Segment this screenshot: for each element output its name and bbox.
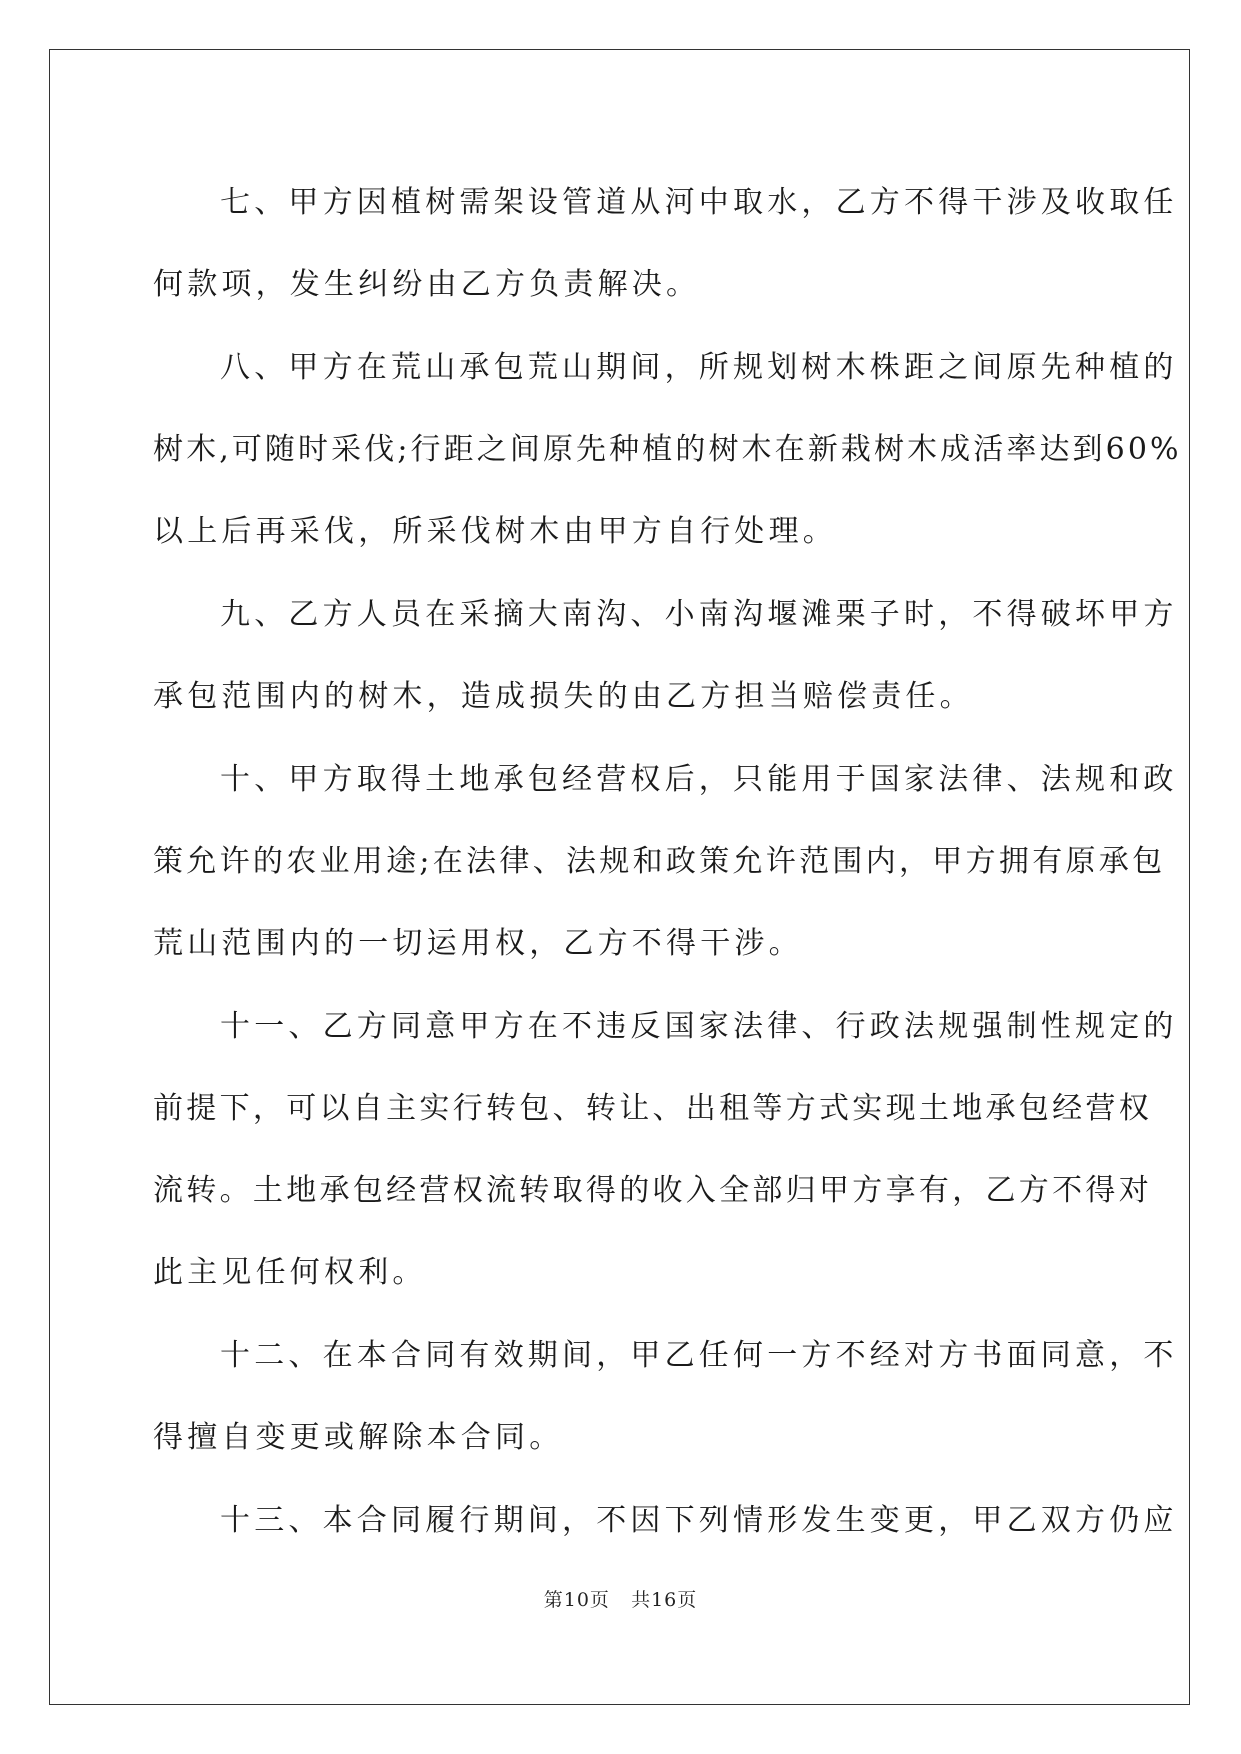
paragraph-12 (153, 1315, 1178, 1479)
paragraph-line: 此主见任何权利。 (153, 1255, 427, 1290)
paragraph-line: 七、甲方因植树需架设管道从河中取水，乙方不得干涉及收取任 (220, 185, 1178, 220)
page-footer (0, 1585, 1241, 1612)
page-total: 共16页 (631, 1589, 698, 1611)
paragraph-line: 前提下，可以自主实行转包、转让、出租等方式实现土地承包经营权 (153, 1091, 1152, 1126)
paragraph-line: 承包范围内的树木，造成损失的由乙方担当赔偿责任。 (153, 679, 974, 714)
document-body (153, 162, 1182, 1563)
paragraph-13 (153, 1480, 1178, 1562)
paragraph-line: 九、乙方人员在采摘大南沟、小南沟堰滩栗子时，不得破坏甲方 (220, 597, 1178, 632)
paragraph-line: 荒山范围内的一切运用权，乙方不得干涉。 (153, 926, 803, 961)
paragraph-line: 得擅自变更或解除本合同。 (153, 1420, 564, 1455)
paragraph-7 (153, 162, 1178, 326)
paragraph-11 (153, 986, 1178, 1314)
paragraph-line: 流转。土地承包经营权流转取得的收入全部归甲方享有，乙方不得对 (153, 1173, 1152, 1208)
page-number: 第10页 (543, 1589, 610, 1611)
paragraph-line: 十三、本合同履行期间，不因下列情形发生变更，甲乙双方仍应 (220, 1503, 1178, 1538)
paragraph-line: 何款项，发生纠纷由乙方负责解决。 (153, 267, 701, 302)
paragraph-8 (153, 327, 1182, 573)
paragraph-9 (153, 574, 1178, 738)
paragraph-line: 十、甲方取得土地承包经营权后，只能用于国家法律、法规和政 (220, 762, 1178, 797)
paragraph-line: 策允许的农业用途;在法律、法规和政策允许范围内，甲方拥有原承包 (153, 844, 1166, 879)
paragraph-line: 八、甲方在荒山承包荒山期间，所规划树木株距之间原先种植的 (220, 350, 1178, 385)
paragraph-line: 树木,可随时采伐;行距之间原先种植的树木在新栽树木成活率达到60% (153, 432, 1182, 467)
paragraph-10 (153, 739, 1178, 985)
paragraph-line: 十二、在本合同有效期间，甲乙任何一方不经对方书面同意，不 (220, 1338, 1178, 1373)
paragraph-line: 以上后再采伐，所采伐树木由甲方自行处理。 (153, 514, 837, 549)
paragraph-line: 十一、乙方同意甲方在不违反国家法律、行政法规强制性规定的 (220, 1009, 1178, 1044)
